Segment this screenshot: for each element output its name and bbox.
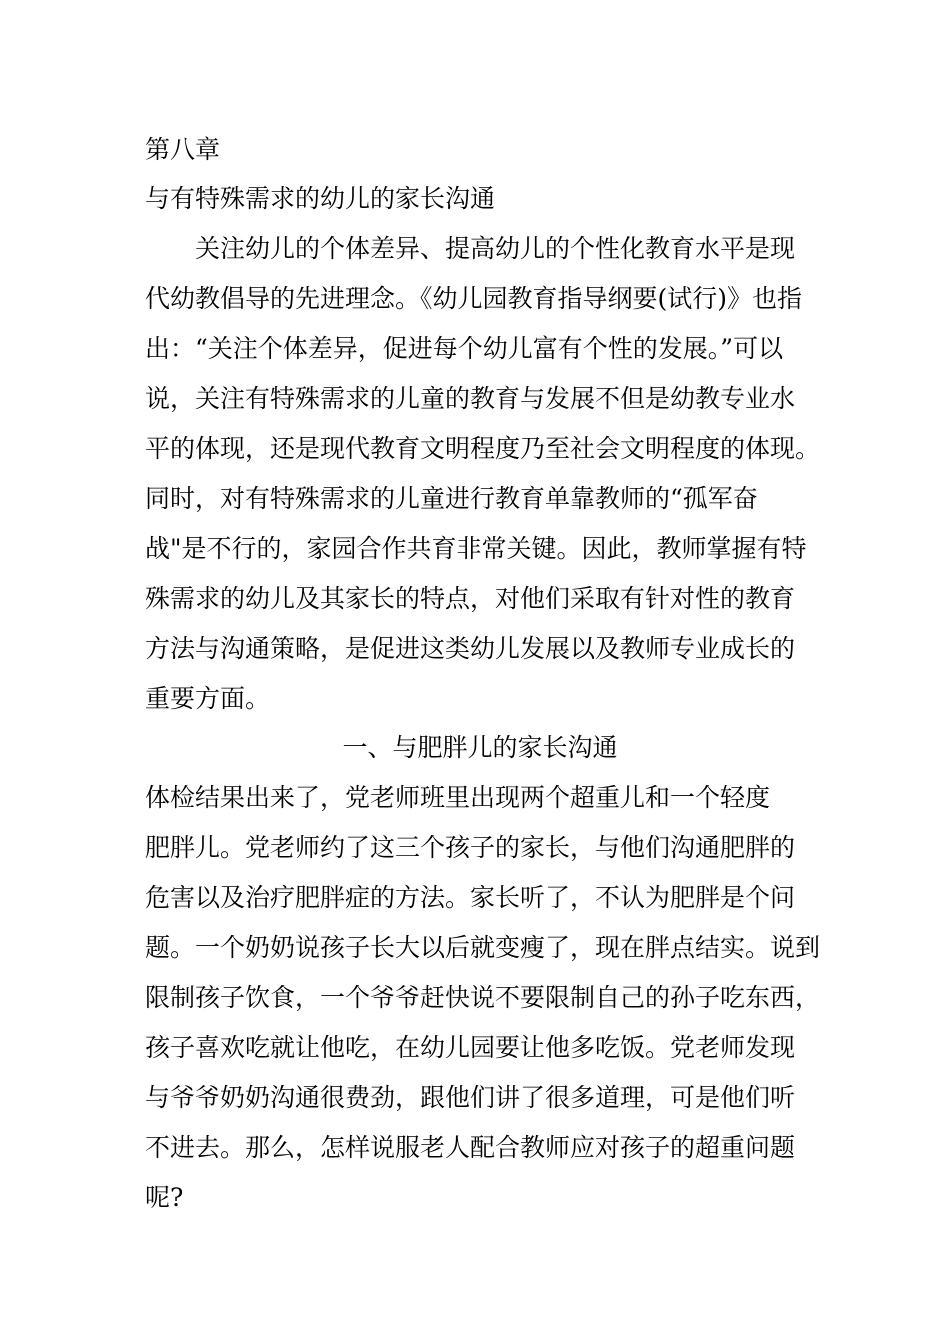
paragraph-line: 出：“关注个体差异，促进每个幼儿富有个性的发展。”可以 xyxy=(145,334,784,363)
paragraph-line: 题。一个奶奶说孩子长大以后就变瘦了，现在胖点结实。说到 xyxy=(145,933,821,962)
paragraph-line: 孩子喜欢吃就让他吃，在幼儿园要让他多吃饭。党老师发现 xyxy=(145,1033,796,1062)
paragraph-line: 平的体现，还是现代教育文明程度乃至社会文明程度的体现。 xyxy=(145,434,821,463)
paragraph-line: 战"是不行的，家园合作共育非常关键。因此，教师掌握有特 xyxy=(145,534,807,563)
paragraph-line: 殊需求的幼儿及其家长的特点，对他们采取有针对性的教育 xyxy=(145,584,796,613)
paragraph-line: 同时，对有特殊需求的儿童进行教育单靠教师的“孤军奋 xyxy=(145,484,758,513)
paragraph-line: 关注幼儿的个体差异、提高幼儿的个性化教育水平是现 xyxy=(145,234,796,263)
chapter-number: 第八章 xyxy=(145,135,221,164)
section-heading: 一、与肥胖儿的家长沟通 xyxy=(342,733,618,762)
paragraph-line: 不进去。那么，怎样说服老人配合教师应对孩子的超重问题 xyxy=(145,1133,796,1162)
paragraph-line: 方法与沟通策略，是促进这类幼儿发展以及教师专业成长的 xyxy=(145,634,796,663)
paragraph-line: 肥胖儿。党老师约了这三个孩子的家长，与他们沟通肥胖的 xyxy=(145,833,796,862)
chapter-title: 与有特殊需求的幼儿的家长沟通 xyxy=(145,184,496,213)
paragraph-line: 危害以及治疗肥胖症的方法。家长听了，不认为肥胖是个问 xyxy=(145,883,796,912)
paragraph-line: 呢? xyxy=(145,1183,184,1212)
paragraph-line: 限制孩子饮食，一个爷爷赶快说不要限制自己的孙子吃东西， xyxy=(145,983,821,1012)
paragraph-line: 与爷爷奶奶沟通很费劲，跟他们讲了很多道理，可是他们听 xyxy=(145,1083,796,1112)
paragraph-line: 重要方面。 xyxy=(145,684,271,713)
paragraph-line: 代幼教倡导的先进理念。《幼儿园教育指导纲要(试行)》也指 xyxy=(145,284,803,313)
paragraph-line: 说，关注有特殊需求的儿童的教育与发展不但是幼教专业水 xyxy=(145,384,796,413)
paragraph-line: 体检结果出来了，党老师班里出现两个超重儿和一个轻度 xyxy=(145,783,771,812)
